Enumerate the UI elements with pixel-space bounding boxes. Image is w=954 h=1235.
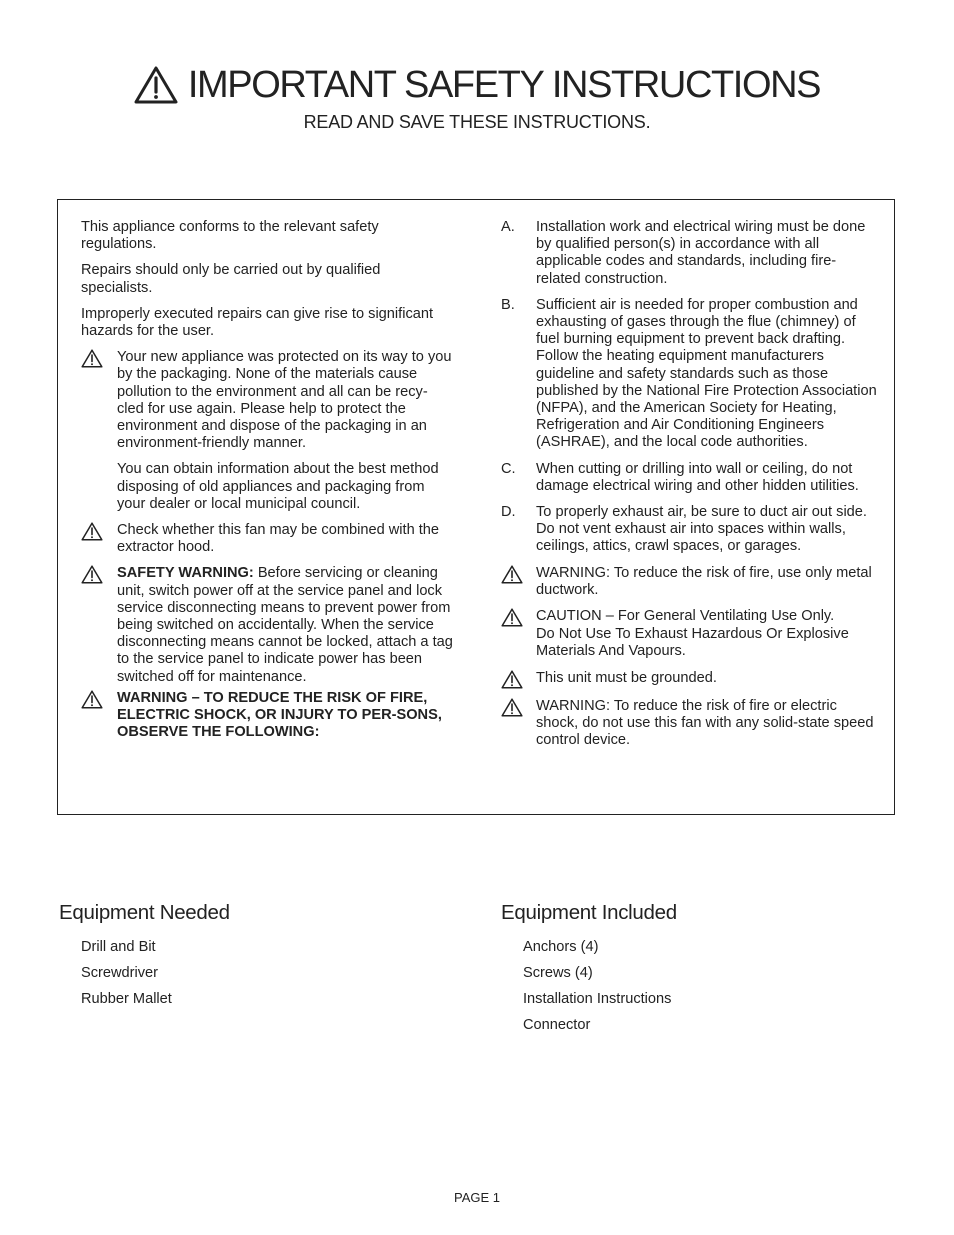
safety-left-column [81, 219, 453, 750]
warning-triangle-icon [81, 349, 103, 368]
warning-triangle-icon [81, 565, 103, 584]
warning-triangle-icon [501, 608, 523, 627]
speed-control-warning-text: WARNING: To reduce the risk of fire or electric shock, do not use this fan with any solid-state speed control device. [536, 697, 874, 749]
instruction-letter: B. [501, 296, 515, 313]
disposal-line1: You can obtain information about the best method [117, 461, 439, 478]
warning-triangle-icon [81, 522, 103, 541]
instruction-text: When cutting or drilling into wall or ceiling, do not damage electrical wiring and other hidden utilities. [536, 460, 859, 494]
grounding-warning-text: This unit must be grounded. [536, 669, 717, 686]
page-number: PAGE 1 [453, 1190, 500, 1205]
ventilating-caution-line2: Do Not Use To Exhaust Hazardous Or Explosive Materials And Vapours. [536, 626, 849, 660]
warning-triangle-icon [501, 565, 523, 584]
safety-instructions-box [57, 199, 895, 815]
instruction-d [501, 504, 879, 556]
safety-warning-label: SAFETY WARNING: [117, 565, 254, 582]
title-row [0, 62, 954, 108]
ventilating-caution-line1: CAUTION – For General Ventilating Use Only. [536, 608, 835, 625]
list-item: Rubber Mallet [81, 991, 172, 1007]
list-item: Connector [523, 1017, 591, 1033]
metal-ductwork-warning [501, 565, 879, 599]
list-item: Drill and Bit [81, 939, 156, 955]
disposal-line2: disposing of old appliances and packaging from your dealer or local municipal council. [117, 478, 425, 512]
instruction-a [501, 219, 879, 288]
instruction-b [501, 297, 879, 452]
safety-right-column [501, 219, 879, 758]
page-title: IMPORTANT SAFETY INSTRUCTIONS [187, 64, 821, 106]
packaging-warning [81, 349, 453, 452]
warning-triangle-icon [81, 690, 103, 709]
disposal-paragraph [81, 461, 453, 513]
page-header [0, 62, 954, 133]
instruction-text: Sufficient air is needed for proper combustion and exhausting of gases through the flue (chimney) of fuel burning equipment to prevent back drafting. Follow the heating equipment manufacturers guideline and safety standards such as those published by the National Fire Protection Association (NFPA), and the American Society for Heating, Refrigeration and Air Conditioning Engineers (ASHRAE), and the local code authorities. [536, 296, 877, 451]
hazards-paragraph: Improperly executed repairs can give rise to significant hazards for the user. [81, 305, 434, 340]
speed-control-warning [501, 698, 879, 750]
packaging-warning-line2: pollution to the environment and all can be recy-cled for use again. Please help to protect the environment and dispose of the packaging in an environment-friendly manner. [117, 383, 428, 452]
instruction-c [501, 461, 879, 495]
grounding-warning [501, 670, 879, 689]
injury-warning-text: WARNING – TO REDUCE THE RISK OF FIRE, ELECTRIC SHOCK, OR INJURY TO PER-SONS, OBSERVE THE FOLLOWING: [117, 689, 442, 741]
packaging-warning-line1: Your new appliance was protected on its way to you by the packaging. None of the materials cause [117, 349, 452, 383]
list-item: Installation Instructions [523, 991, 672, 1007]
safety-warning [81, 565, 453, 685]
safety-warning-body: Before servicing or cleaning unit, switch power off at the service panel and lock service disconnecting means to prevent power from being switched on accidentally. When the service disconnecting means cannot be locked, attach a tag to the service panel to indicate power has been switched off for maintenance. [117, 565, 453, 685]
instruction-letter: A. [501, 219, 515, 235]
page-subtitle: READ AND SAVE THESE INSTRUCTIONS. [303, 112, 651, 132]
warning-triangle-icon [501, 670, 523, 689]
list-item: Screws (4) [523, 965, 593, 981]
metal-ductwork-warning-text: WARNING: To reduce the risk of fire, use only metal ductwork. [536, 564, 872, 598]
warning-triangle-icon [134, 66, 178, 104]
extractor-hood-warning [81, 522, 453, 556]
safety-warning-text [117, 565, 453, 685]
extractor-hood-warning-text: Check whether this fan may be combined with the extractor hood. [117, 522, 440, 556]
equipment-needed-heading: Equipment Needed [59, 901, 230, 924]
instruction-text: To properly exhaust air, be sure to duct air out side. Do not vent exhaust air into spaces within walls, ceilings, attics, crawl spaces, or garages. [536, 504, 867, 555]
repairs-paragraph: Repairs should only be carried out by qualified specialists. [81, 262, 381, 296]
warning-triangle-icon [501, 698, 523, 717]
instruction-text: Installation work and electrical wiring must be done by qualified person(s) in accordance with all applicable codes and standards, including fire-related construction. [536, 219, 866, 287]
injury-warning [81, 690, 453, 742]
instruction-letter: D. [501, 504, 516, 521]
equipment-included-section [501, 901, 881, 1043]
list-item: Screwdriver [81, 965, 159, 981]
list-item: Anchors (4) [523, 939, 599, 955]
ventilating-caution [501, 608, 879, 661]
instruction-letter: C. [501, 460, 516, 477]
conformity-paragraph: This appliance conforms to the relevant safety regulations. [81, 219, 379, 253]
equipment-needed-section [59, 901, 439, 1017]
equipment-included-heading: Equipment Included [501, 901, 677, 924]
